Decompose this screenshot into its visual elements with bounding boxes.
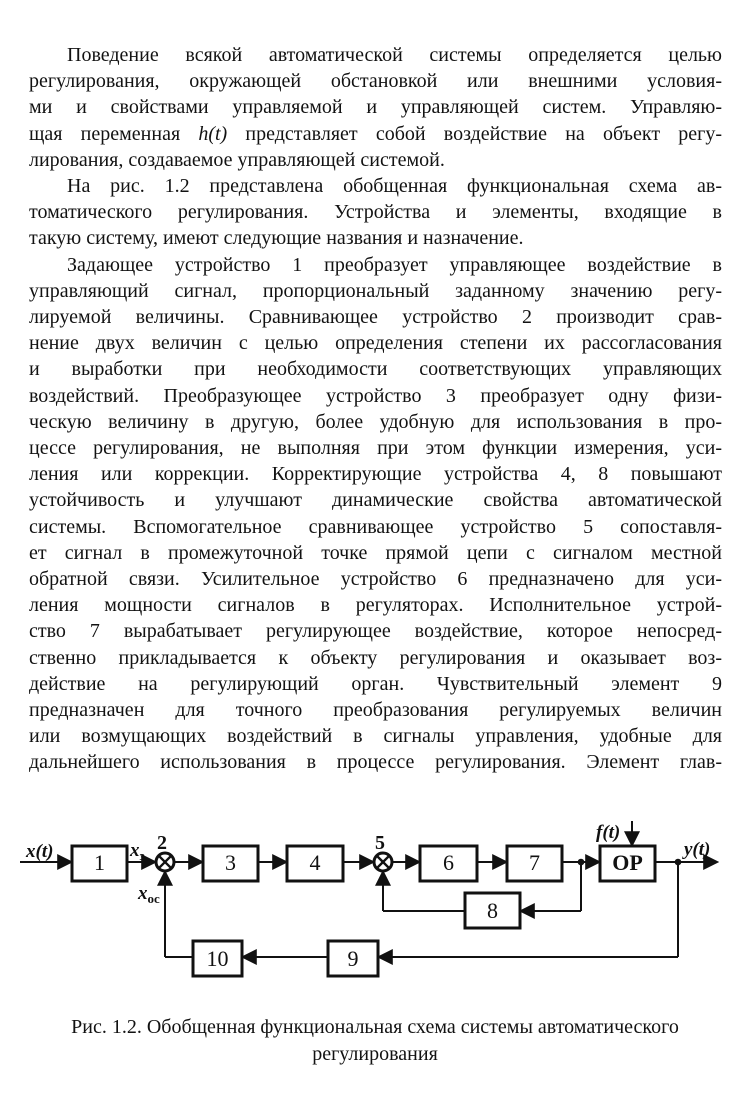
- text-line: цессе регулирования, не выполняя при этом функции измерения, уси-: [29, 437, 722, 460]
- feedback-base: x: [138, 883, 148, 904]
- text-line: и выработки при необходимости соответствующих управляющих: [29, 358, 722, 381]
- output-signal-label: y(t): [684, 839, 711, 860]
- text-line: воздействий. Преобразующее устройство 3 преобразует одну физи-: [29, 384, 722, 407]
- text-line: ления мощности сигналов в регуляторах. Исполнительное устрой-: [29, 594, 722, 617]
- block-3-label: 3: [225, 850, 236, 875]
- text-line: нение двух величин с целью определения степени их рассогласования: [29, 332, 722, 355]
- disturbance-signal-label: f(t): [596, 822, 621, 843]
- summing-junction-5: [374, 853, 392, 871]
- text-line: ство 7 вырабатывает регулирующее воздействие, которое непосред-: [29, 620, 722, 643]
- branch-node: [675, 859, 682, 866]
- text-line: ет сигнал в промежуточной точке прямой цепи с сигналом местной: [29, 541, 722, 564]
- block-6-label: 6: [443, 850, 454, 875]
- text-line: [29, 121, 722, 147]
- text-line: действие на регулирующий орган. Чувствительный элемент 9: [29, 672, 722, 695]
- text-line: лирования, создаваемое управляющей системой.: [29, 148, 445, 171]
- text-line: лируемой величины. Сравнивающее устройство 2 производит срав-: [29, 306, 722, 329]
- junction-2-label: 2: [157, 832, 167, 854]
- text-line: ческую величину в другую, более удобную для использования в про-: [29, 410, 722, 433]
- text-line: Задающее устройство 1 преобразует управляющее воздействие в: [67, 253, 722, 276]
- text-line: регулирования, окружающей обстановкой или внешними условия-: [29, 70, 722, 93]
- block-9-label: 9: [347, 946, 359, 971]
- body-text: [29, 42, 722, 776]
- feedback-signal-label: [137, 883, 160, 906]
- text-line: ми и свойствами управляемой и управляющей систем. Управляю-: [29, 96, 722, 119]
- text-line: дальнейшего использования в процессе регулирования. Элемент глав-: [29, 751, 722, 774]
- block-7-label: 7: [529, 850, 540, 875]
- text-segment: представляет собой воздействие на объект регу-: [227, 122, 722, 145]
- text-line: системы. Вспомогательное сравнивающее устройство 5 сопоставля-: [29, 515, 722, 538]
- block-op-label: ОР: [612, 850, 643, 875]
- junction-5-label: 5: [375, 832, 385, 854]
- math-variable-h-t: h(t): [198, 122, 228, 145]
- feedback-subscript: ос: [147, 891, 160, 906]
- input-signal-label: x(t): [26, 841, 54, 862]
- text-segment: щая переменная: [29, 122, 199, 145]
- setpoint-subscript: з: [139, 848, 145, 863]
- figure-caption: [0, 1014, 750, 1068]
- block-diagram: [0, 808, 750, 1013]
- block-8-label: 8: [487, 898, 498, 923]
- caption-line: Рис. 1.2. Обобщенная функциональная схема системы автоматического: [71, 1016, 679, 1038]
- branch-node: [578, 859, 585, 866]
- text-line: На рис. 1.2 представлена обобщенная функциональная схема ав-: [67, 175, 722, 198]
- figure-1-2: [0, 808, 750, 1013]
- text-line: устойчивость и улучшают динамические свойства автоматической: [29, 489, 722, 512]
- setpoint-base: x: [130, 840, 140, 861]
- block-10-label: 10: [206, 946, 229, 971]
- text-line: предназначен для точного преобразования регулируемых величин: [29, 699, 722, 722]
- text-line: томатического регулирования. Устройства и элементы, входящие в: [29, 201, 722, 224]
- caption-line: регулирования: [312, 1043, 438, 1065]
- text-line: ственно прикладывается к объекту регулирования и оказывает воз-: [29, 646, 722, 669]
- block-1-label: 1: [94, 850, 105, 875]
- text-line: управляющий сигнал, пропорциональный заданному значению регу-: [29, 279, 722, 302]
- setpoint-signal-label: [129, 840, 145, 863]
- text-line: обратной связи. Усилительное устройство 6 предназначено для уси-: [29, 568, 722, 591]
- text-line: ления или коррекции. Корректирующие устройства 4, 8 повышают: [29, 463, 722, 486]
- text-line: Поведение всякой автоматической системы определяется целью: [67, 44, 722, 66]
- summing-junction-2: [156, 853, 174, 871]
- block-4-label: 4: [309, 850, 321, 875]
- text-line: или возмущающих воздействий в сигналы управления, удобные для: [29, 725, 722, 748]
- text-line: такую систему, имеют следующие названия и назначение.: [29, 227, 524, 250]
